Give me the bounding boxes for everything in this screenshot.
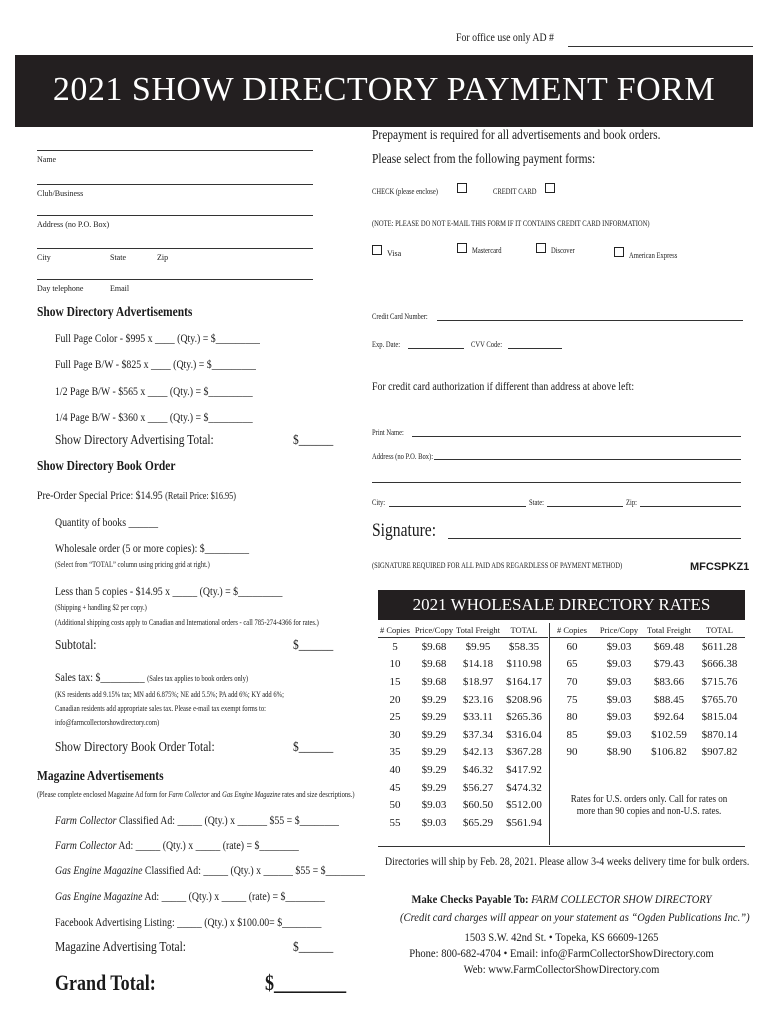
email-warning-note: (NOTE: PLEASE DO NOT E-MAIL THIS FORM IF IT CONTAINS CREDIT CARD INFORMATION) [372,219,650,228]
less-five-line[interactable]: Less than 5 copies - $14.95 x _____ (Qty.) = $_________ [55,584,283,598]
cc-address-label: Address (no P.O. Box): [372,452,434,461]
payable-line [400,892,723,910]
form-code: MFCSPKZ1 [690,561,750,573]
rates-note-line-1: Rates for U.S. orders only. Call for rates on [570,793,728,805]
address-field[interactable] [37,215,313,216]
fc-ad-line[interactable] [55,838,299,853]
price-cell: $8.90 [606,746,632,759]
total-cell: $110.98 [506,658,542,671]
book-heading: Show Directory Book Order [37,459,176,474]
rates-header-row-right [550,623,745,638]
freight-cell: $83.66 [653,675,685,688]
copies-cell: 90 [566,746,578,759]
table-row [378,656,548,674]
freight-cell: $69.48 [653,640,685,653]
zip-label: Zip [157,253,169,262]
phone-email: Phone: 800-682-4704 • Email: info@FarmCollectorShowDirectory.com [409,946,714,960]
copies-cell: 15 [389,675,401,688]
copies-cell: 5 [392,640,398,653]
check-checkbox[interactable] [457,183,467,193]
magazine-total-field[interactable]: $______ [293,940,334,955]
freight-cell: $42.13 [462,746,494,759]
total-cell: $561.94 [506,816,542,829]
col-copies-right: # Copies [550,623,594,638]
cc-number-label: Credit Card Number: [372,312,428,321]
total-cell: $815.04 [701,711,738,724]
copies-cell: 20 [389,693,401,706]
magazine-note-b: and [209,790,223,799]
magazine-heading: Magazine Advertisements [37,769,164,784]
tax-canada-note: Canadian residents add appropriate sales tax. Please e-mail tax exempt forms to: [55,704,266,713]
cc-address-field-2[interactable] [372,482,741,483]
freight-cell: $88.45 [653,693,685,706]
total-cell: $265.36 [506,711,542,724]
title-banner [15,55,753,127]
freight-cell: $18.97 [462,675,494,688]
ads-total-label: Show Directory Advertising Total: [55,433,214,448]
payment-intro-2: Please select from the following payment forms: [372,152,596,167]
ge-classified-fields[interactable]: Classified Ad: _____ (Qty.) x ______ $55 = $________ [142,863,365,877]
city-state-zip-field[interactable] [37,248,313,249]
table-row [378,796,548,814]
page-title: 2021 SHOW DIRECTORY PAYMENT FORM [52,71,716,108]
total-cell: $715.76 [701,675,738,688]
ge-classified-line[interactable] [55,863,365,878]
cc-zip-field[interactable] [640,506,741,507]
quantity-line[interactable]: Quantity of books ______ [55,515,159,529]
copies-cell: 35 [389,746,401,759]
wholesale-note: (Select from “TOTAL” column using pricing grid at right.) [55,560,210,569]
total-cell: $417.92 [506,763,542,776]
book-total-field[interactable]: $______ [293,740,334,755]
table-row [378,779,548,797]
table-row [378,638,548,656]
signature-label: Signature: [372,520,437,541]
club-label: Club/Business [37,189,84,198]
visa-checkbox[interactable] [372,245,382,255]
magazine-note-c: rates and size descriptions.) [280,790,355,799]
rates-bottom-rule [378,846,745,847]
total-cell: $474.32 [506,781,542,794]
mailing-address: 1503 S.W. 42nd St. • Topeka, KS 66609-1265 [464,930,659,944]
rates-title: 2021 WHOLESALE DIRECTORY RATES [412,595,711,614]
address-label: Address (no P.O. Box) [37,220,110,229]
total-cell: $208.96 [506,693,542,706]
copies-cell: 40 [389,763,401,776]
cc-city-field[interactable] [389,506,526,507]
cvv-label: CVV Code: [471,340,503,349]
copies-cell: 50 [389,799,401,812]
freight-cell: $106.82 [651,746,687,759]
book-total-label: Show Directory Book Order Total: [55,740,215,755]
copies-cell: 70 [566,675,578,688]
price-cell: $9.03 [421,816,447,829]
payment-intro-1: Prepayment is required for all advertisements and book orders. [372,128,661,143]
price-cell: $9.03 [606,658,632,671]
sales-tax-field[interactable]: Sales tax: $_________ [55,670,145,684]
table-row [378,814,548,832]
freight-cell: $56.27 [462,781,494,794]
club-field[interactable] [37,184,313,185]
exp-date-label: Exp. Date: [372,340,401,349]
price-cell: $9.68 [421,675,447,688]
col-total: TOTAL [500,623,548,638]
total-cell: $907.82 [701,746,738,759]
price-cell: $9.03 [606,728,632,741]
freight-cell: $33.11 [463,711,493,724]
price-cell: $9.29 [421,763,447,776]
copies-cell: 10 [389,658,401,671]
copies-cell: 85 [566,728,578,741]
ads-total-field[interactable]: $______ [293,433,334,448]
mastercard-checkbox[interactable] [457,243,467,253]
magazine-note-a: (Please complete enclosed Magazine Ad form for [37,790,169,799]
grand-total-label: Grand Total: [55,970,156,995]
freight-cell: $46.32 [462,763,494,776]
ge-name: Gas Engine Magazine [55,863,143,877]
total-cell: $367.28 [506,746,542,759]
preorder-line [37,488,236,503]
table-row [378,691,548,709]
cc-state-label: State: [529,498,544,507]
copies-cell: 55 [389,816,401,829]
total-cell: $316.04 [506,728,542,741]
amex-label: American Express [629,251,678,260]
website: Web: www.FarmCollectorShowDirectory.com [463,962,660,976]
credit-statement-text: (Credit card charges will appear on your statement as “Ogden Publications Inc.”) [400,910,750,924]
magazine-note-fc: Farm Collector [168,790,210,799]
shipping-note: (Shipping + handling $2 per copy.) [55,603,147,612]
table-row [378,673,548,691]
cc-address-field[interactable] [434,459,741,460]
signature-note: (SIGNATURE REQUIRED FOR ALL PAID ADS REGARDLESS OF PAYMENT METHOD) [372,561,623,570]
price-cell: $9.03 [606,693,632,706]
amex-checkbox[interactable] [614,247,624,257]
subtotal-label: Subtotal: [55,638,97,653]
freight-cell: $9.95 [465,640,491,653]
visa-label: Visa [387,249,402,258]
print-name-field[interactable] [412,436,741,437]
full-bw-line[interactable]: Full Page B/W - $825 x ____ (Qty.) = $_________ [55,357,256,371]
preorder-price: Pre-Order Special Price: $14.95 [37,488,163,502]
office-use-label: For office use only AD # [456,30,554,44]
rates-note [553,793,745,817]
cc-city-label: City: [372,498,386,507]
price-cell: $9.29 [421,711,447,724]
shipping-date-note: Directories will ship by Feb. 28, 2021. Please allow 3-4 weeks delivery time for bulk orders. [385,854,750,868]
magazine-note-ge: Gas Engine Magazine [222,790,281,799]
discover-checkbox[interactable] [536,243,546,253]
total-cell: $611.28 [701,640,738,653]
credit-card-checkbox[interactable] [545,183,555,193]
magazine-total-label: Magazine Advertising Total: [55,940,186,955]
col-price: Price/Copy [412,623,456,638]
ge-ad-line[interactable] [55,889,325,904]
payable-name: FARM COLLECTOR SHOW DIRECTORY [531,892,712,906]
freight-cell: $79.43 [653,658,685,671]
credit-statement-note [400,910,750,930]
discover-label: Discover [551,246,575,255]
table-row [378,726,548,744]
rates-divider [549,623,550,845]
retail-price: (Retail Price: $16.95) [165,491,236,502]
fc-name: Farm Collector [55,813,117,827]
city-label: City [37,253,51,262]
table-row [550,726,745,744]
total-cell: $512.00 [506,799,542,812]
quarter-bw-line[interactable]: 1/4 Page B/W - $360 x ____ (Qty.) = $_________ [55,410,253,424]
rates-table-right [550,623,745,761]
total-cell: $58.35 [508,640,540,653]
email-label: Email [110,284,130,293]
total-cell: $666.38 [701,658,738,671]
copies-cell: 30 [389,728,401,741]
ge-name-2: Gas Engine Magazine [55,889,143,903]
print-name-label: Print Name: [372,428,404,437]
auth-note: For credit card authorization if different than address at above left: [372,379,635,393]
phone-label: Day telephone [37,284,84,293]
col-freight-right: Total Freight [644,623,694,638]
cvv-field[interactable] [508,348,562,349]
name-label: Name [37,155,57,164]
rates-note-line-2: more than 90 copies and non-U.S. rates. [576,805,722,817]
copies-cell: 80 [566,711,578,724]
table-row [550,656,745,674]
exp-date-field[interactable] [408,348,464,349]
table-row [550,673,745,691]
phone-email-field[interactable] [37,279,313,280]
mastercard-label: Mastercard [472,246,502,255]
table-row [550,691,745,709]
table-row [550,638,745,656]
name-field[interactable] [37,150,313,151]
copies-cell: 25 [389,711,401,724]
cc-state-field[interactable] [547,506,623,507]
price-cell: $9.03 [606,640,632,653]
tax-email-note: info@farmcollectorshowdirectory.com) [55,718,160,727]
freight-cell: $92.64 [653,711,685,724]
price-cell: $9.68 [421,658,447,671]
copies-cell: 60 [566,640,578,653]
table-row [378,744,548,762]
cc-number-field[interactable] [437,320,743,321]
price-cell: $9.29 [421,728,447,741]
full-color-line[interactable]: Full Page Color - $995 x ____ (Qty.) = $_________ [55,331,260,345]
grand-total-field[interactable]: $________ [265,970,347,995]
check-label: CHECK (please enclose) [372,187,438,196]
freight-cell: $102.59 [651,728,687,741]
rates-table-left [378,623,548,832]
table-row [378,708,548,726]
total-cell: $765.70 [701,693,738,706]
fc-classified-fields[interactable]: Classified Ad: _____ (Qty.) x ______ $55 = $________ [116,813,339,827]
sales-tax-line[interactable] [55,670,248,685]
total-cell: $870.14 [701,728,738,741]
fc-name-2: Farm Collector [55,838,117,852]
office-use-field[interactable] [568,46,753,47]
copies-cell: 75 [566,693,578,706]
state-label: State [110,253,126,262]
price-cell: $9.03 [421,799,447,812]
table-row [378,761,548,779]
rates-header-row [378,623,548,638]
price-cell: $9.68 [421,640,447,653]
credit-card-label: CREDIT CARD [493,187,537,196]
facebook-line[interactable]: Facebook Advertising Listing: _____ (Qty.) x $100.00= $________ [55,915,322,929]
price-cell: $9.29 [421,693,447,706]
price-cell: $9.03 [606,711,632,724]
half-bw-line[interactable]: 1/2 Page B/W - $565 x ____ (Qty.) = $_________ [55,384,253,398]
total-cell: $164.17 [506,675,542,688]
magazine-note [37,790,355,799]
ge-ad-fields[interactable]: Ad: _____ (Qty.) x _____ (rate) = $________ [142,889,325,903]
footer [378,892,750,978]
freight-cell: $37.34 [462,728,494,741]
additional-shipping-note: (Additional shipping costs apply to Canadian and International orders - call 785-274-4366 for rates.) [55,618,319,627]
price-cell: $9.29 [421,746,447,759]
copies-cell: 45 [389,781,401,794]
price-cell: $9.29 [421,781,447,794]
col-total-right: TOTAL [694,623,745,638]
tax-rates-note: (KS residents add 9.15% tax; MN add 6.875%; NE add 5.5%; PA add 6%; KY add 6%; [55,690,284,699]
col-copies: # Copies [378,623,412,638]
freight-cell: $23.16 [462,693,494,706]
freight-cell: $60.50 [462,799,494,812]
sales-tax-note: (Sales tax applies to book orders only) [147,674,249,683]
signature-field[interactable] [448,538,741,539]
ads-heading: Show Directory Advertisements [37,305,193,320]
rates-header [378,590,745,620]
subtotal-field[interactable]: $______ [293,638,334,653]
cc-zip-label: Zip: [626,498,637,507]
fc-ad-fields[interactable]: Ad: _____ (Qty.) x _____ (rate) = $________ [116,838,299,852]
col-price-right: Price/Copy [594,623,644,638]
freight-cell: $65.29 [462,816,494,829]
price-cell: $9.03 [606,675,632,688]
copies-cell: 65 [566,658,578,671]
freight-cell: $14.18 [462,658,494,671]
col-freight: Total Freight [456,623,500,638]
table-row [550,708,745,726]
payable-label: Make Checks Payable To: [411,892,532,906]
table-row [550,744,745,762]
fc-classified-line[interactable] [55,813,339,828]
wholesale-line[interactable]: Wholesale order (5 or more copies): $_________ [55,541,250,555]
